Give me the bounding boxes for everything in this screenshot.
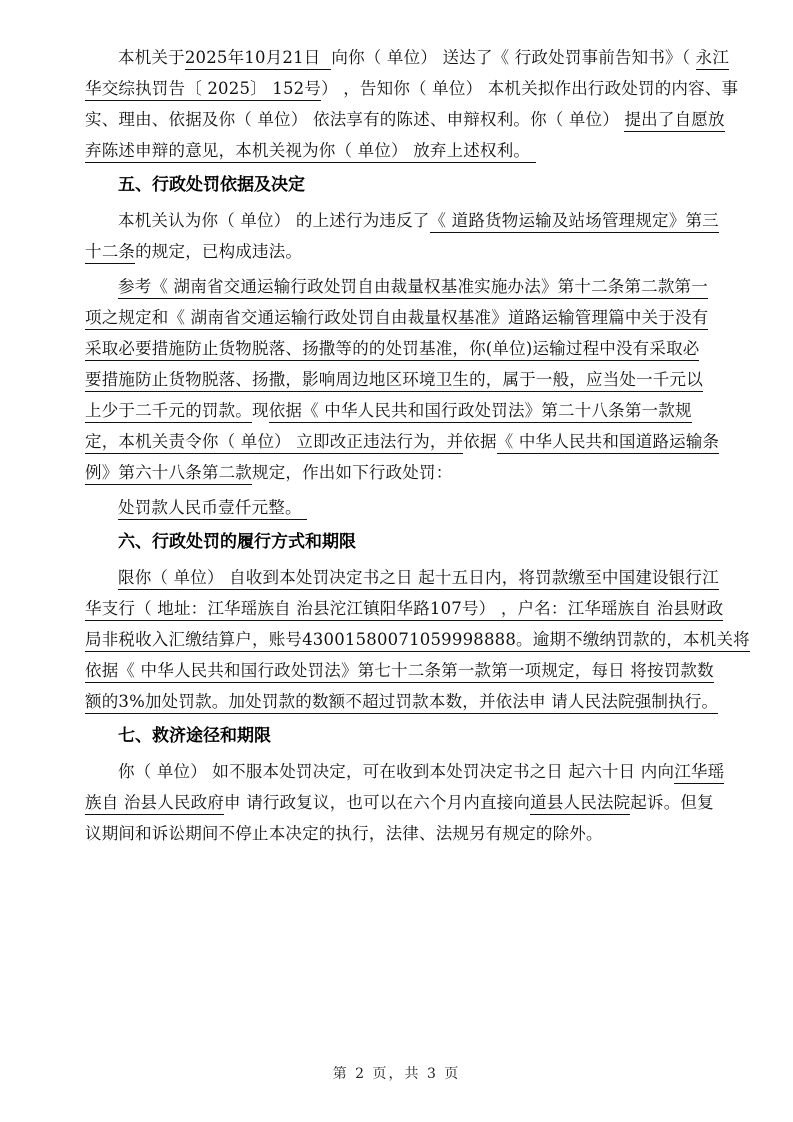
filled-blank-text: 族自 治县人民政府 <box>85 791 224 815</box>
template-text: 规定，作出如下行政处罚： <box>252 463 453 482</box>
text-line <box>85 756 725 787</box>
template-text: 你（ 单位） 如不服本处罚决定，可在收到本处罚决定书之日 起六十日 内向 <box>118 762 675 781</box>
filled-blank-text: 处罚款人民币壹仟元整。 <box>118 496 307 520</box>
text-line <box>85 302 715 333</box>
paragraph <box>85 42 739 166</box>
template-text: 向你（ 单位） 送达了《 行政处罚事前告知书》（ <box>331 48 696 67</box>
template-text: 议期间和诉讼期间不停止本决定的执行，法律、法规另有规定的除外。 <box>85 824 603 843</box>
filled-blank-text: 例》第六十八条第二款 <box>85 461 252 485</box>
filled-blank-text: 额的3%加处罚款。加处罚款的数额不超过罚款本数，并依法申 请人民法院强制执行。 <box>85 690 718 714</box>
text-line <box>85 236 715 267</box>
text-line <box>85 271 715 302</box>
template-text: 实、理由、依据及你（ 单位） 依法享有的陈述、申辩权利。你（ 单位） <box>85 110 625 129</box>
text-line <box>85 426 720 457</box>
text-line <box>85 42 730 73</box>
page-number-footer: 第 2 页，共 3 页 <box>332 1066 461 1082</box>
template-text: 起诉。但复 <box>630 793 714 812</box>
text-line <box>85 593 724 624</box>
filled-blank-text: 弃陈述申辩的意见，本机关视为你（ 单位） 放弃上述权利。 <box>85 139 536 163</box>
filled-blank-text: 依据《 中华人民共和国行政处罚法》第七十二条第一款第一项规定，每日 将按罚款数 <box>85 659 714 683</box>
template-text: 本机关于 <box>118 48 185 67</box>
text-line <box>85 686 719 717</box>
filled-blank-text: 江华瑶 <box>674 760 724 784</box>
filled-blank-text: 上少于二千元的罚款。 <box>85 399 252 423</box>
text-line <box>85 787 715 818</box>
template-text: 申 请行政复议，也可以在六个月内直接向 <box>224 793 531 812</box>
template-text: 依据 <box>463 432 497 451</box>
filled-blank-text: 十二条 <box>85 240 135 264</box>
text-line <box>85 333 715 364</box>
filled-blank-text: 定，本机关责令你（ 单位） 立即改正违法行为，并 <box>85 430 463 454</box>
paragraph <box>85 756 725 849</box>
filled-blank-text: 2025年10月21日 <box>185 46 332 70</box>
text-line <box>85 135 715 166</box>
text-line <box>85 624 750 655</box>
filled-blank-text: 永江 <box>696 46 729 70</box>
paragraph <box>85 492 715 523</box>
filled-blank-text: 华支行（ 地址：江华瑶族自 治县沱江镇阳华路107号） ，户名：江华瑶族自 治县财政 <box>85 597 723 621</box>
filled-blank-text: 局非税收入汇缴结算户，账号43001580071059998888。逾期不缴纳罚款的，本机关将 <box>85 628 750 652</box>
paragraph <box>85 271 720 488</box>
paragraph <box>85 562 750 717</box>
text-line <box>85 457 715 488</box>
filled-blank-text: 华交综执罚告〔 2025〕 152号 <box>85 77 321 101</box>
text-line <box>85 364 715 395</box>
section-heading: 七、救济途径和期限 <box>118 726 271 746</box>
filled-blank-text: 参考《 湖南省交通运输行政处罚自由裁量权基准实施办法》第十二条第二款第一 <box>118 275 708 299</box>
text-line <box>85 818 715 849</box>
filled-blank-text: 项之规定和《 湖南省交通运输行政处罚自由裁量权基准》道路运输管理篇中关于没有 <box>85 306 708 330</box>
text-line <box>85 562 719 593</box>
filled-blank-text: 采取必要措施防止货物脱落、扬撒等的的处罚基准，你(单位)运输过程中没有采取必 <box>85 337 699 361</box>
filled-blank-text: 提出了自愿放 <box>624 108 724 132</box>
text-line <box>85 492 715 523</box>
section-heading: 六、行政处罚的履行方式和期限 <box>118 532 356 552</box>
template-text: 现 <box>252 401 269 420</box>
filled-blank-text: 《 中华人民共和国道路运输条 <box>497 430 720 454</box>
document-body <box>85 42 750 853</box>
text-line <box>85 205 719 236</box>
text-line <box>85 73 739 104</box>
template-text: ） ，告知你（ 单位） 本机关拟作出行政处罚的内容、事 <box>321 79 739 98</box>
text-line <box>85 395 715 426</box>
filled-blank-text: 限你（ 单位） 自收到本处罚决定书之日 起十五日内，将罚款缴至中国建设银行江 <box>118 566 719 590</box>
template-text: 的规定，已构成违法。 <box>135 242 303 261</box>
section-heading: 五、行政处罚依据及决定 <box>118 175 305 195</box>
paragraph <box>85 205 719 267</box>
filled-blank-text: 依据《 中华人民共和国行政处罚法》第二十八条第一款规 <box>269 399 692 423</box>
text-line <box>85 104 725 135</box>
filled-blank-text: 要措施防止货物脱落、扬撒，影响周边地区环境卫生的，属于一般，应当处一千元以 <box>85 368 703 392</box>
filled-blank-text: 《 道路货物运输及站场管理规定》第三 <box>430 209 719 233</box>
filled-blank-text: 道县人民法院 <box>530 791 630 815</box>
template-text: 本机关认为你（ 单位） 的上述行为违反了 <box>118 211 430 230</box>
text-line <box>85 655 715 686</box>
